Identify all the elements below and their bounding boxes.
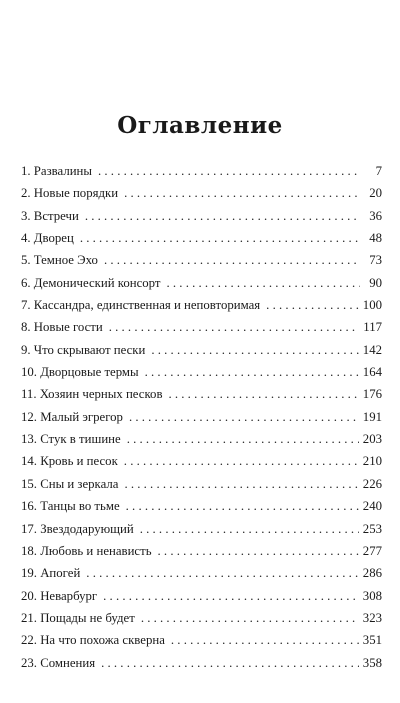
toc-entry: [21, 607, 382, 629]
toc-entry: [21, 473, 382, 495]
toc-entry-label: 23. Сомнения: [21, 655, 96, 670]
dot-leader: [124, 182, 360, 204]
toc-entry: [21, 160, 382, 182]
toc-entry-label: 8. Новые гости: [21, 320, 103, 335]
toc-entry-label: 9. Что скрывают пески: [21, 342, 146, 357]
toc-entry-label: 20. Неварбург: [21, 588, 98, 603]
toc-entry-label: 11. Хозяин черных песков: [21, 387, 163, 402]
toc-entry-label: 13. Стук в тишине: [21, 432, 121, 447]
toc-entry-page: 203: [362, 432, 382, 447]
toc-entry-page: 277: [362, 543, 382, 558]
toc-entry: [21, 182, 382, 204]
toc-entry-label: 1. Развалины: [21, 164, 92, 178]
dot-leader: [86, 562, 359, 584]
toc-entry-page: 73: [369, 253, 382, 268]
toc-entry-label: 5. Темное Эхо: [21, 253, 98, 268]
toc-entry: [21, 585, 382, 607]
dot-leader: [124, 473, 358, 495]
toc-entry-label: 15. Сны и зеркала: [21, 476, 119, 491]
dot-leader: [124, 450, 359, 472]
toc-entry: [21, 629, 382, 651]
dot-leader: [167, 272, 361, 294]
toc-entry: [21, 383, 382, 405]
toc-entry: [21, 205, 382, 227]
dot-leader: [126, 495, 359, 517]
dot-leader: [151, 339, 358, 361]
toc-entry-label: 6. Демонический консорт: [21, 275, 161, 290]
toc-entry-page: 210: [362, 454, 382, 469]
toc-entry: [21, 428, 382, 450]
dot-leader: [109, 316, 360, 338]
dot-leader: [103, 585, 359, 607]
toc-entry-label: 4. Дворец: [21, 231, 74, 246]
toc-entry: [21, 272, 382, 294]
toc-entry-page: 253: [362, 521, 382, 536]
toc-entry-label: 7. Кассандра, единственная и неповторимая: [21, 298, 261, 313]
toc-entry-label: 21. Пощады не будет: [21, 610, 135, 625]
toc-entry: [21, 294, 382, 316]
toc-entry-page: 286: [362, 566, 382, 581]
toc-entry-label: 19. Апогей: [21, 566, 81, 581]
dot-leader: [80, 227, 360, 249]
toc-entry-page: 164: [362, 365, 382, 380]
toc-entry-page: 36: [369, 208, 382, 223]
toc-entry-page: 100: [362, 298, 382, 313]
toc-entry-page: 90: [369, 275, 382, 290]
toc-entry-label: 14. Кровь и песок: [21, 454, 118, 469]
toc-entry-page: 7: [375, 164, 382, 178]
toc-entry: [21, 518, 382, 540]
toc-entry: [21, 361, 382, 383]
toc-entry-label: 17. Звездодарующий: [21, 521, 134, 536]
toc-entry: [21, 540, 382, 562]
toc-entry-label: 12. Малый эгрегор: [21, 409, 123, 424]
dot-leader: [104, 249, 360, 271]
toc-entry: [21, 249, 382, 271]
toc-entry-label: 18. Любовь и ненависть: [21, 543, 152, 558]
dot-leader: [266, 294, 359, 316]
dot-leader: [127, 428, 359, 450]
toc-entry-page: 240: [362, 499, 382, 514]
dot-leader: [98, 160, 360, 182]
toc-entry: [21, 406, 382, 428]
toc-entry-page: 323: [362, 610, 382, 625]
toc-entry-label: 16. Танцы во тьме: [21, 499, 120, 514]
toc-entry-label: 10. Дворцовые термы: [21, 365, 139, 380]
dot-leader: [171, 629, 359, 651]
toc-entry: [21, 339, 382, 361]
toc-entry-page: 48: [369, 231, 382, 246]
toc-entry: [21, 316, 382, 338]
table-of-contents: [21, 160, 382, 674]
dot-leader: [140, 518, 359, 540]
toc-entry-page: 358: [362, 655, 382, 670]
dot-leader: [168, 383, 358, 405]
dot-leader: [101, 652, 359, 674]
toc-entry-label: 22. На что похожа скверна: [21, 633, 165, 648]
toc-entry: [21, 562, 382, 584]
toc-entry: [21, 495, 382, 517]
toc-entry: [21, 227, 382, 249]
toc-entry-page: 351: [362, 633, 382, 648]
toc-entry: [21, 450, 382, 472]
toc-entry: [21, 652, 382, 674]
toc-entry-page: 20: [369, 186, 382, 201]
dot-leader: [85, 205, 360, 227]
toc-entry-page: 308: [362, 588, 382, 603]
toc-entry-page: 191: [362, 409, 382, 424]
dot-leader: [145, 361, 359, 383]
toc-entry-page: 117: [363, 320, 382, 335]
dot-leader: [141, 607, 359, 629]
toc-entry-label: 3. Встречи: [21, 208, 79, 223]
toc-entry-page: 142: [362, 342, 382, 357]
toc-entry-page: 226: [362, 476, 382, 491]
toc-entry-page: 176: [362, 387, 382, 402]
page-title: Оглавление: [117, 112, 283, 139]
dot-leader: [129, 406, 359, 428]
dot-leader: [158, 540, 359, 562]
toc-entry-label: 2. Новые порядки: [21, 186, 119, 201]
